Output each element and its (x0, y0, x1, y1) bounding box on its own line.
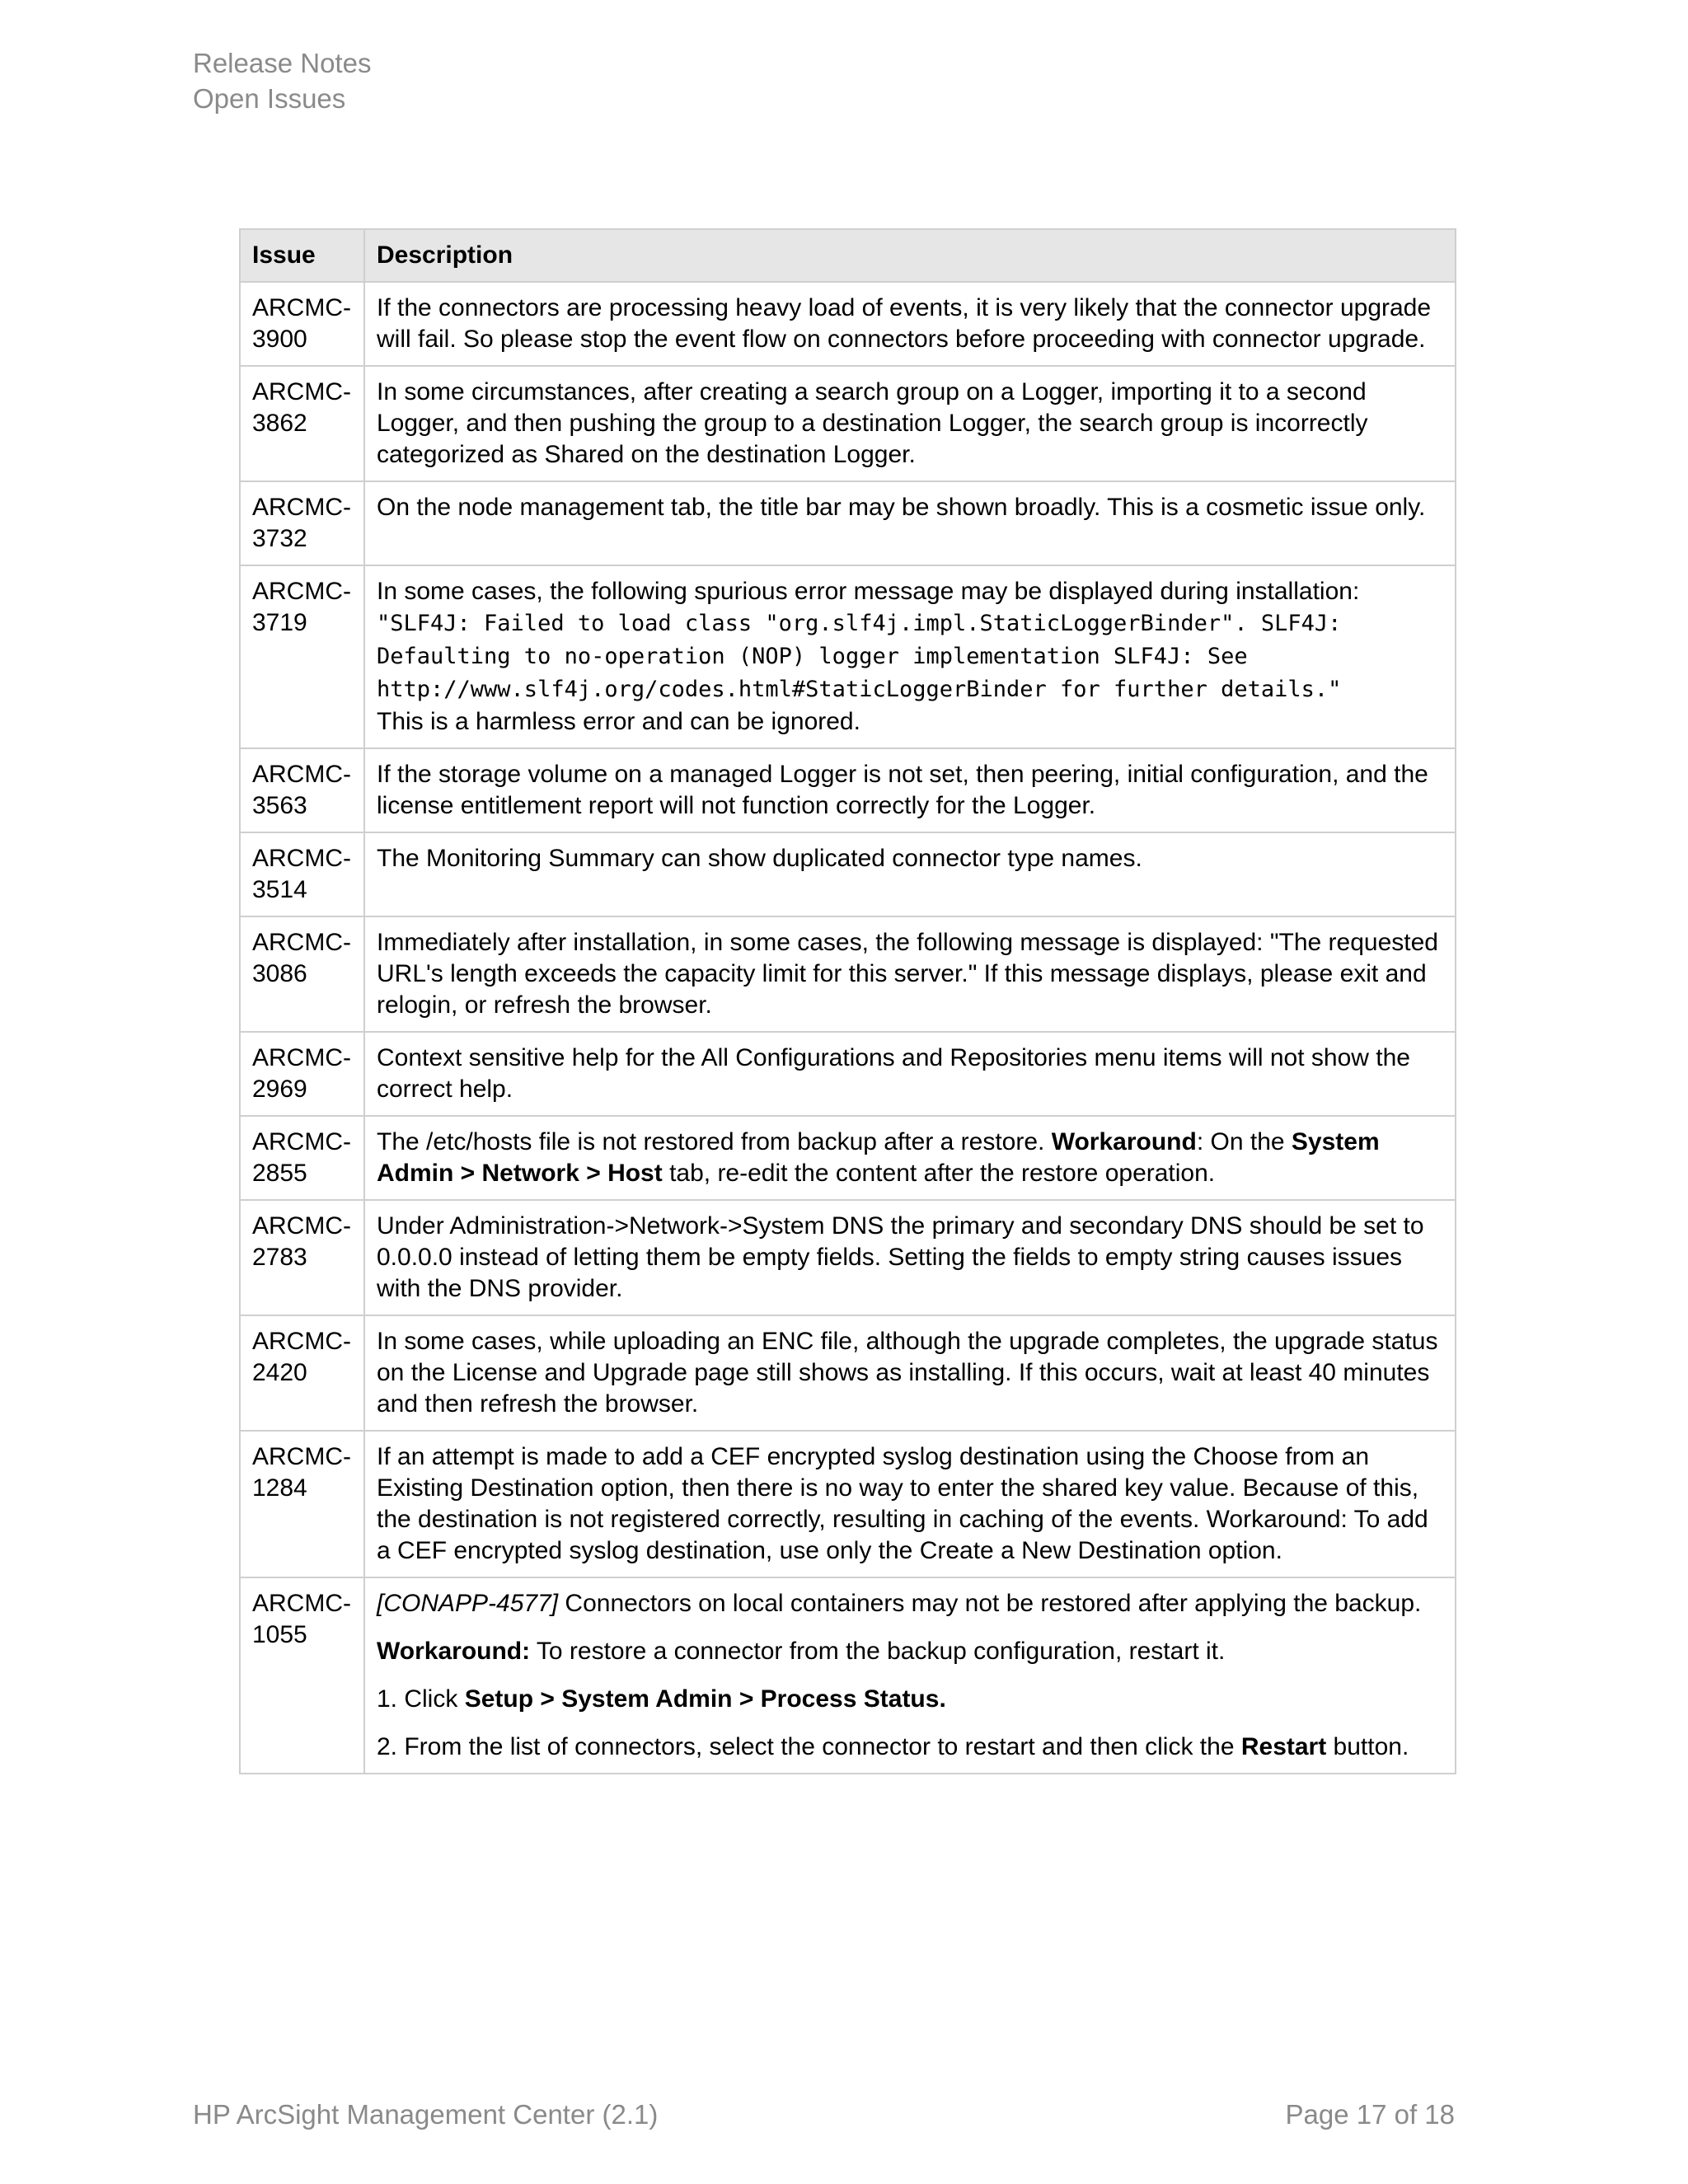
workaround-paragraph (377, 1636, 1445, 1667)
step-1-text: 1. Click (377, 1685, 465, 1713)
footer-page-number: Page 17 of 18 (1285, 2099, 1455, 2130)
issue-description (364, 565, 1456, 748)
issue-id: ARCMC-3732 (240, 481, 364, 565)
workaround-text: To restore a connector from the backup configuration, restart it. (530, 1638, 1226, 1665)
column-header-issue: Issue (240, 229, 364, 282)
restart-button-label: Restart (1240, 1733, 1327, 1760)
table-row (240, 481, 1456, 565)
table-row (240, 282, 1456, 366)
issue-description: Immediately after installation, in some cases, the following message is displayed: "The requested URL's length exceeds the capacity limit for this server." If this message displays, please exit and relogin, or refresh the browser. (364, 916, 1456, 1032)
table-row (240, 1315, 1456, 1431)
table-row (240, 916, 1456, 1032)
step-2 (377, 1732, 1445, 1763)
table-row (240, 1431, 1456, 1577)
issue-description: In some cases, while uploading an ENC file, although the upgrade completes, the upgrade status on the License and Upgrade page still shows as installing. If this occurs, wait at least 40 minutes and then refresh the browser. (364, 1315, 1456, 1431)
issue-id: ARCMC-1055 (240, 1577, 364, 1774)
issue-description: If the storage volume on a managed Logger is not set, then peering, initial configuration, and the license entitlement report will not function correctly for the Logger. (364, 748, 1456, 832)
description-text: The /etc/hosts file is not restored from backup after a restore. (377, 1128, 1052, 1155)
table-header-row (240, 229, 1456, 282)
issue-id: ARCMC-1284 (240, 1431, 364, 1577)
issue-description: Context sensitive help for the All Configurations and Repositories menu items will not show the correct help. (364, 1032, 1456, 1116)
related-issue-ref: [CONAPP-4577] (377, 1590, 559, 1617)
description-paragraph (377, 1588, 1445, 1619)
table-row (240, 832, 1456, 916)
issue-id: ARCMC-2783 (240, 1200, 364, 1315)
menu-path: System Admin > Network > Host (377, 1128, 1380, 1187)
description-text-after: This is a harmless error and can be ignored. (377, 708, 860, 735)
issue-id: ARCMC-3719 (240, 565, 364, 748)
issue-id: ARCMC-2855 (240, 1116, 364, 1200)
description-text: In some cases, the following spurious error message may be displayed during installation: (377, 578, 1360, 605)
issue-description: If an attempt is made to add a CEF encrypted syslog destination using the Choose from an Existing Destination option, then there is no way to enter the shared key value. Because of this, the destination is not registered correctly, resulting in caching of the events. Workaround: To add a CEF encrypted syslog destination, use only the Create a New Destination option. (364, 1431, 1456, 1577)
table-row (240, 1577, 1456, 1774)
issue-description: Under Administration->Network->System DNS the primary and secondary DNS should be set to 0.0.0.0 instead of letting them be empty fields. Setting the fields to empty string causes issues with the DNS provider. (364, 1200, 1456, 1315)
issue-description (364, 1116, 1456, 1200)
step-2-text-end: button. (1326, 1733, 1409, 1760)
table-row (240, 1032, 1456, 1116)
header-section-title: Open Issues (193, 83, 346, 114)
running-footer (193, 2098, 1455, 2131)
issue-id: ARCMC-3862 (240, 366, 364, 481)
workaround-label: Workaround (1051, 1128, 1197, 1155)
step-2-text: 2. From the list of connectors, select the connector to restart and then click the (377, 1733, 1241, 1760)
table-row (240, 366, 1456, 481)
footer-product: HP ArcSight Management Center (2.1) (193, 2099, 659, 2130)
table-row (240, 1116, 1456, 1200)
table-row (240, 1200, 1456, 1315)
issue-description: On the node management tab, the title bar may be shown broadly. This is a cosmetic issue only. (364, 481, 1456, 565)
issue-id: ARCMC-2969 (240, 1032, 364, 1116)
issue-id: ARCMC-3514 (240, 832, 364, 916)
issue-id: ARCMC-2420 (240, 1315, 364, 1431)
issue-description: In some circumstances, after creating a search group on a Logger, importing it to a second Logger, and then pushing the group to a destination Logger, the search group is incorrectly categorized as Shared on the destination Logger. (364, 366, 1456, 481)
issue-id: ARCMC-3086 (240, 916, 364, 1032)
issue-description: The Monitoring Summary can show duplicated connector type names. (364, 832, 1456, 916)
description-text: : On the (1196, 1128, 1292, 1155)
error-message-code: "SLF4J: Failed to load class "org.slf4j.impl.StaticLoggerBinder". SLF4J: Defaulting to no-operation (NOP) logger implementation SLF4J: See http://www.slf4j.org/codes.html#StaticLoggerBinder for further details." (377, 611, 1355, 702)
step-1-menu-path: Setup > System Admin > Process Status. (464, 1685, 946, 1713)
issue-id: ARCMC-3900 (240, 282, 364, 366)
issue-id: ARCMC-3563 (240, 748, 364, 832)
description-text: Connectors on local containers may not be restored after applying the backup. (558, 1590, 1422, 1617)
table-row (240, 748, 1456, 832)
running-header (193, 45, 371, 116)
issue-description: If the connectors are processing heavy load of events, it is very likely that the connector upgrade will fail. So please stop the event flow on connectors before proceeding with connector upgrade. (364, 282, 1456, 366)
issue-description (364, 1577, 1456, 1774)
workaround-label: Workaround: (377, 1638, 531, 1665)
open-issues-table (239, 228, 1456, 1774)
table-row (240, 565, 1456, 748)
step-1 (377, 1684, 1445, 1715)
header-doc-title: Release Notes (193, 48, 372, 78)
description-text: tab, re-edit the content after the restore operation. (662, 1160, 1216, 1187)
column-header-description: Description (364, 229, 1456, 282)
